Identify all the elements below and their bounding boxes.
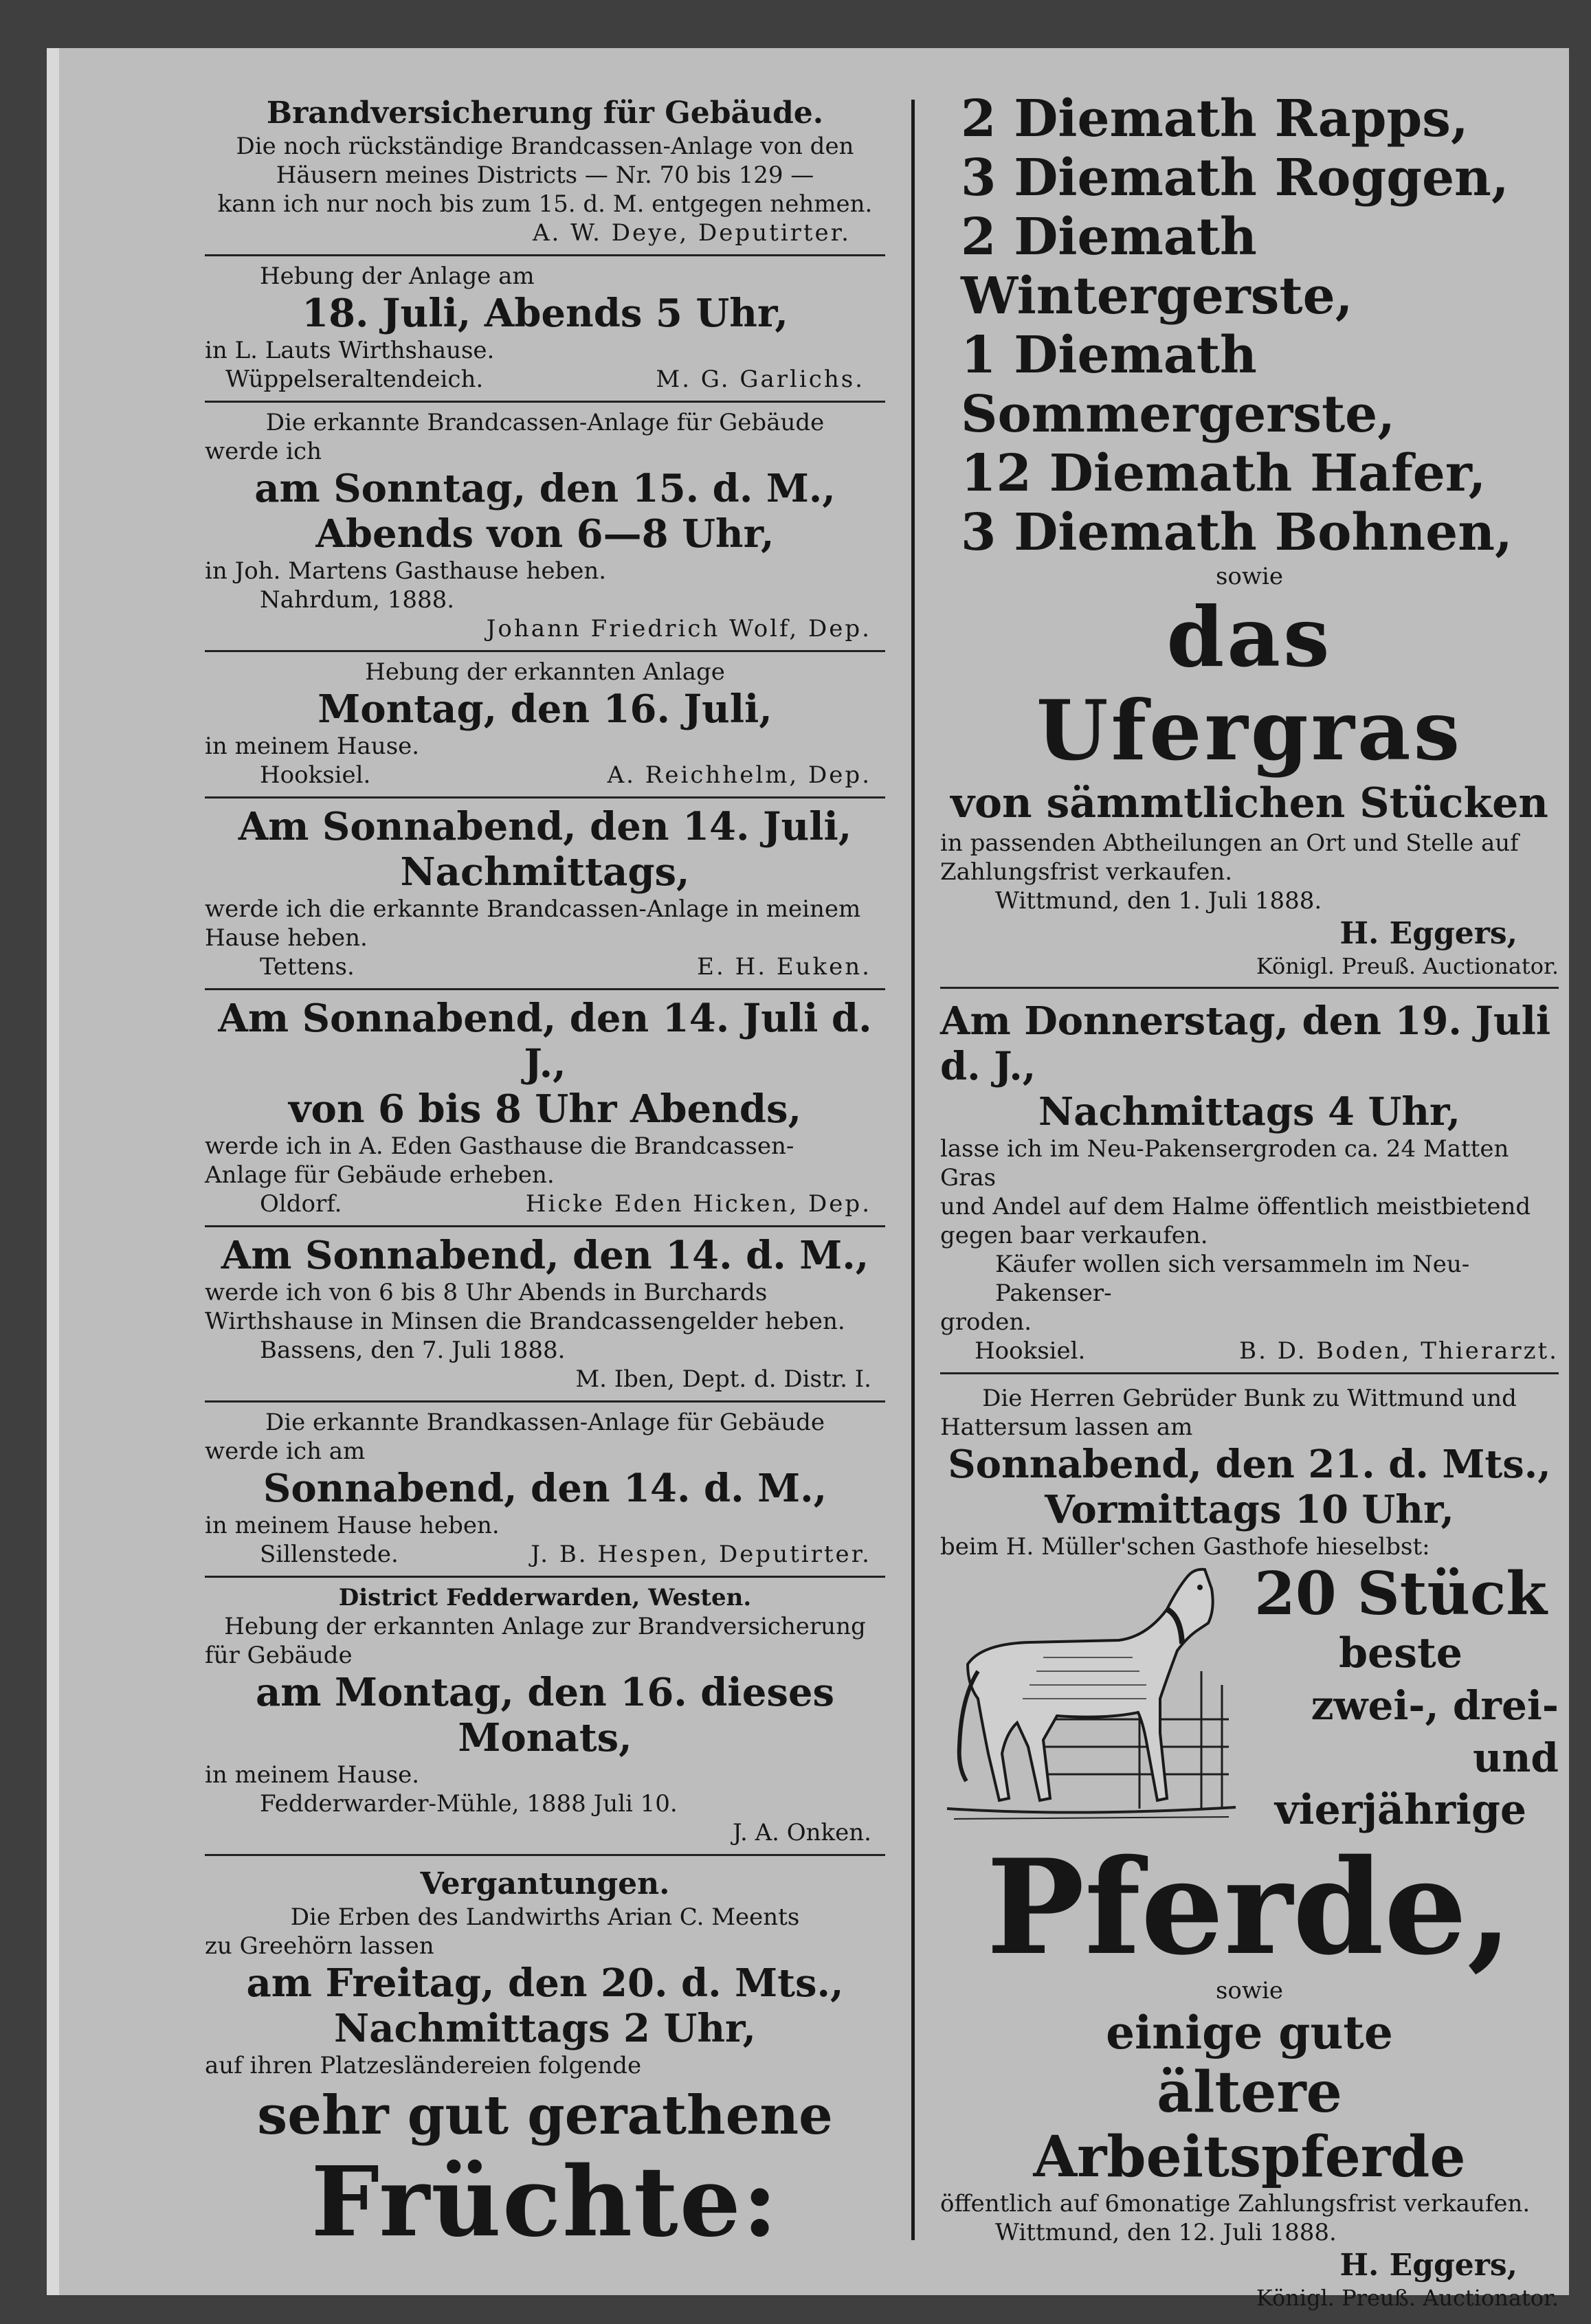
ad-headline: von 6 bis 8 Uhr Abends, [288, 1086, 802, 1132]
horse-illustration [940, 1561, 1243, 1839]
ad-text: werde ich von 6 bis 8 Uhr Abends in Burchards [205, 1279, 768, 1306]
ad-signature: J. A. Onken. [733, 1819, 871, 1846]
ad-text: gegen baar verkaufen. [940, 1222, 1208, 1249]
ad-vergantungen [205, 1856, 885, 2264]
ad-headline-huge: das Ufergras [1036, 589, 1463, 779]
ad-headline: am Freitag, den 20. d. Mts., [246, 1960, 844, 2006]
ad-headline: am Montag, den 16. dieses Monats, [255, 1670, 835, 1761]
ad-signature [205, 952, 885, 981]
ad-headline: Am Donnerstag, den 19. Juli d. J., [940, 998, 1551, 1089]
ad-crops [940, 89, 1559, 989]
ad-fedderwarden [205, 1578, 885, 1856]
ad-text: lasse ich im Neu-Pakensergroden ca. 24 Matten Gras [940, 1135, 1509, 1192]
horse-illustration-row [940, 1561, 1559, 1839]
ad-text: für Gebäude [205, 1642, 353, 1669]
ad-name: J. B. Hespen, Deputirter. [531, 1541, 871, 1568]
ad-text: Die noch rückständige Brandcassen-Anlage von den [236, 133, 854, 160]
ad-text: in passenden Abtheilungen an Ort und Stelle auf [940, 829, 1519, 857]
ad-headline: zwei-, drei- und [1311, 1682, 1559, 1781]
ad-name: Hicke Eden Hicken, Dep. [525, 1190, 871, 1218]
ad-signature: M. Iben, Dept. d. Distr. I. [575, 1365, 871, 1393]
ad-text: Zahlungsfrist verkaufen. [940, 858, 1233, 886]
ad-headline: Sonnabend, den 14. d. M., [263, 1466, 827, 1511]
ad-headline-huge: Pferde, [986, 1831, 1513, 1984]
ad-text: Die erkannte Brandkassen-Anlage für Gebäude [265, 1409, 825, 1436]
ad-signature-title: Königl. Preuß. Auctionator. [1256, 953, 1559, 979]
ad-headline-black: sehr gut gerathene [257, 2084, 833, 2147]
ad-headline: einige gute [1106, 2006, 1393, 2059]
ad-place: Oldorf. [260, 1190, 342, 1218]
ad-hebung-18-juli [205, 256, 885, 403]
ad-text: sowie [1215, 1977, 1283, 2004]
ad-title: Brandversicherung für Gebäude. [266, 96, 824, 131]
ad-place: Hooksiel. [260, 761, 371, 789]
ad-text: Wittmund, den 1. Juli 1888. [995, 887, 1322, 915]
ad-signature [205, 1540, 885, 1569]
ad-headline: Sonnabend, den 21. d. Mts., [948, 1442, 1551, 1487]
crop-item: 12 Diemath Hafer, [961, 444, 1487, 503]
ad-headline: am Sonntag, den 15. d. M., [254, 466, 836, 511]
ad-text: Nahrdum, 1888. [260, 586, 455, 614]
ad-headline: beste [1339, 1629, 1462, 1677]
ad-signature-title: Königl. Preuß. Auctionator. [1256, 2285, 1559, 2311]
right-column [940, 89, 1559, 2311]
ad-name: B. D. Boden, Thierarzt. [1239, 1337, 1559, 1365]
ad-name: E. H. Euken. [697, 953, 871, 981]
ad-signature [205, 365, 885, 394]
ad-place: Wüppelseraltendeich. [225, 366, 484, 393]
ad-signature: H. Eggers, [1339, 916, 1517, 951]
ad-text: Die Herren Gebrüder Bunk zu Wittmund und [982, 1385, 1517, 1412]
page-edge-left [47, 48, 59, 2295]
ad-text: Häusern meines Districts — Nr. 70 bis 129 — [276, 161, 814, 189]
ad-text: sowie [1215, 563, 1283, 590]
ad-headline: 20 Stück [1254, 1559, 1547, 1629]
ad-title: Vergantungen. [420, 1866, 670, 1901]
ad-text: werde ich am [205, 1438, 366, 1465]
ad-text: Wirthshause in Minsen die Brandcassengelder heben. [205, 1308, 845, 1335]
ad-signature: H. Eggers, [1339, 2248, 1517, 2283]
ad-text: werde ich in A. Eden Gasthause die Brandcassen- [205, 1132, 794, 1160]
ad-headline: Am Sonnabend, den 14. Juli, [238, 804, 852, 849]
ad-text: Hebung der erkannten Anlage [365, 658, 725, 686]
ad-text: in L. Lauts Wirthshause. [205, 337, 495, 364]
ad-name: M. G. Garlichs. [656, 366, 865, 393]
ad-headline: Nachmittags 4 Uhr, [1038, 1089, 1460, 1135]
column-divider [911, 100, 915, 2240]
ad-headline: von sämmtlichen Stücken [950, 779, 1548, 827]
ad-text: in meinem Hause heben. [205, 1512, 500, 1539]
ad-text: Anlage für Gebäude erheben. [205, 1161, 555, 1189]
ad-text: Hebung der erkannten Anlage zur Brandversicherung [224, 1613, 866, 1640]
ad-brandversicherung [205, 89, 885, 256]
ad-text: in meinem Hause. [205, 1761, 420, 1789]
ad-headline: Am Sonnabend, den 14. d. M., [221, 1233, 869, 1278]
crop-item: 2 Diemath Rapps, [961, 89, 1469, 148]
crop-item: 3 Diemath Roggen, [961, 148, 1509, 208]
ad-headline: Abends von 6—8 Uhr, [315, 511, 775, 557]
ad-place: Hooksiel. [975, 1337, 1086, 1365]
ad-pferde [940, 1374, 1559, 2319]
ad-headline: Am Sonnabend, den 14. Juli d. J., [218, 996, 872, 1086]
ad-text: Fedderwarder-Mühle, 1888 Juli 10. [260, 1790, 678, 1818]
ad-title: District Fedderwarden, Westen. [338, 1584, 752, 1611]
ad-signature [205, 1189, 885, 1218]
ad-headline-huge: ältere Arbeitspferde [1033, 2059, 1466, 2190]
crop-item: 2 Diemath Wintergerste, [961, 208, 1353, 326]
ad-text: groden. [940, 1308, 1032, 1336]
ad-sonntag-15 [205, 403, 885, 652]
ad-text: Hause heben. [205, 924, 368, 952]
ad-text: Käufer wollen sich versammeln im Neu-Pakenser- [995, 1251, 1470, 1307]
newspaper-page [47, 48, 1569, 2311]
ad-text: beim H. Müller'schen Gasthofe hieselbst: [940, 1533, 1430, 1561]
ad-minsen [205, 1227, 885, 1403]
ad-tettens [205, 798, 885, 990]
ad-text: Hattersum lassen am [940, 1414, 1193, 1441]
left-column [205, 89, 885, 2259]
ad-montag-16-juli [205, 652, 885, 798]
ad-text: werde ich [205, 438, 322, 465]
ad-text: Bassens, den 7. Juli 1888. [260, 1337, 566, 1364]
ad-text: in Joh. Martens Gasthause heben. [205, 557, 607, 585]
crop-list [940, 89, 1559, 562]
ad-text: Hebung der Anlage am [260, 262, 535, 290]
crop-item: 3 Diemath Bohnen, [961, 503, 1513, 562]
ad-text: und Andel auf dem Halme öffentlich meistbietend [940, 1193, 1531, 1220]
ad-oldorf [205, 990, 885, 1227]
horse-side-text [1243, 1561, 1559, 1836]
ad-text: Die Erben des Landwirths Arian C. Meents [290, 1903, 800, 1931]
ad-text: in meinem Hause. [205, 733, 420, 760]
ad-place: Tettens. [260, 953, 355, 981]
horse-icon [940, 1561, 1243, 1836]
ad-neu-pakensergroden [940, 989, 1559, 1374]
ad-text: Wittmund, den 12. Juli 1888. [995, 2219, 1337, 2246]
crop-item: 1 Diemath Sommergerste, [961, 326, 1395, 444]
ad-signature: A. W. Deye, Deputirter. [532, 219, 851, 247]
ad-text: öffentlich auf 6monatige Zahlungsfrist verkaufen. [940, 2190, 1531, 2217]
ad-signature: Johann Friedrich Wolf, Dep. [486, 615, 871, 643]
ad-headline: vierjährige [1274, 1786, 1527, 1834]
ad-signature [940, 1337, 1559, 1365]
ad-headline: Vormittags 10 Uhr, [1045, 1487, 1454, 1532]
ad-place: Sillenstede. [260, 1541, 399, 1568]
ad-text: werde ich die erkannte Brandcassen-Anlage in meinem [205, 895, 861, 923]
ad-headline: Nachmittags 2 Uhr, [334, 2006, 756, 2051]
ad-text: kann ich nur noch bis zum 15. d. M. entgegen nehmen. [217, 190, 873, 218]
ad-headline: Nachmittags, [400, 849, 690, 895]
ad-headline-huge: Früchte: [311, 2146, 779, 2259]
ad-signature [205, 761, 885, 790]
ad-headline: Montag, den 16. Juli, [318, 686, 772, 732]
ad-text: auf ihren Platzesländereien folgende [205, 2052, 642, 2079]
ad-text: Die erkannte Brandcassen-Anlage für Gebäude [265, 409, 825, 436]
ad-headline: 18. Juli, Abends 5 Uhr, [302, 291, 788, 336]
ad-name: A. Reichhelm, Dep. [607, 761, 871, 789]
ad-text: zu Greehörn lassen [205, 1932, 434, 1960]
ad-sillenstede [205, 1403, 885, 1578]
